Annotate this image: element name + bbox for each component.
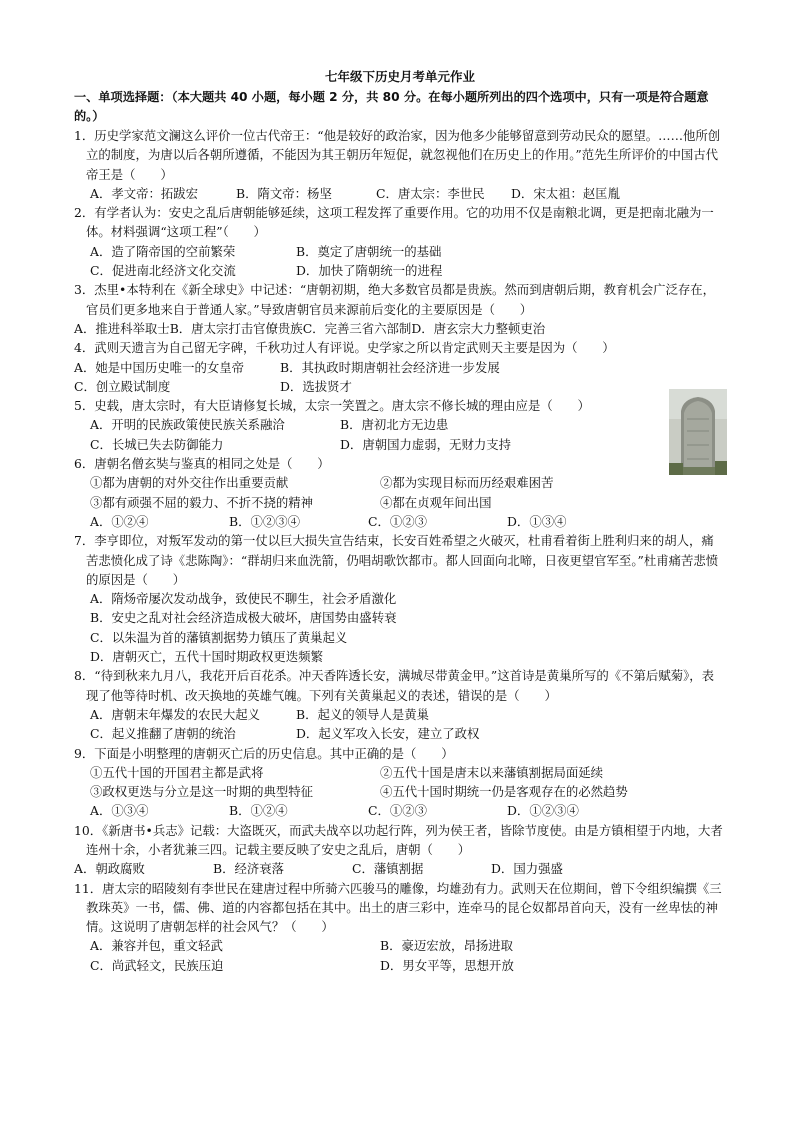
option-d: D．①②③④ [507,803,579,819]
option-d: D．①③④ [507,513,567,529]
option-b: B．经济衰落 [213,861,285,877]
option-c: C．长城已失去防御能力 [90,436,224,452]
question-stem: 2．有学者认为：安史之乱后唐朝能够延续，这项工程发挥了重要作用。它的功用不仅是南粮北调，更是把南北融为一体。材料强调“这项工程”（ ） [74,205,714,240]
option-a: A．造了隋帝国的空前繁荣 [90,243,236,259]
options-row [74,956,726,975]
option-d: D．国力强盛 [491,861,563,877]
option-c: C．起义推翻了唐朝的统治 [90,726,236,742]
option-b: B．唐初北方无边患 [340,417,449,433]
option-b: B．起义的领导人是黄巢 [296,706,430,722]
option-c: C．①②③ [368,513,428,529]
question-stem: 5．史载，唐太宗时，有大臣请修复长城，太宗一笑置之。唐太宗不修长城的理由应是（ ） [74,398,590,414]
statement-2: ②五代十国是唐末以来藩镇割据局面延续 [380,764,604,780]
question-6 [74,454,726,531]
options-row [74,415,666,434]
options-row [74,705,726,724]
option-a: A．她是中国历史唯一的女皇帝 [74,359,245,375]
option-c: C．完善三省六部制 [302,320,412,336]
question-4 [74,338,726,396]
question-9 [74,744,726,821]
options-row [74,435,666,454]
question-stem: 7．李亨即位，对叛军发动的第一仗以巨大损失宣告结束，长安百姓希望之火破灭，杜甫看着街上胜利归来的胡人，痛苦悲愤化成了诗《悲陈陶》：“群胡归来血洗箭，仍唱胡歌饮都市。都人回面向北啼，日夜更望官军至。”杜甫痛苦悲愤的原因是（ ） [74,533,719,587]
option-c: C．唐太宗：李世民 [376,185,485,201]
options-row [74,261,726,280]
options-row [74,724,726,743]
statements-row [74,473,726,492]
option-d: D．唐朝灭亡，五代十国时期政权更迭频繁 [90,649,323,665]
option-d: D．唐玄宗大力整顿吏治 [411,320,546,336]
option-d: D．选拔贤才 [280,378,352,394]
option-d: D．唐朝国力虚弱，无财力支持 [340,436,512,452]
option-b: B．其执政时期唐朝社会经济进一步发展 [280,359,500,375]
option-a: A．开明的民族政策使民族关系融洽 [90,417,285,433]
question-10 [74,821,726,879]
option-d: D．加快了隋朝统一的进程 [296,263,443,279]
question-stem: 4．武则天遗言为自己留无字碑，千秋功过人有评说。史学家之所以肯定武则天主要是因为（ ） [74,340,615,356]
options-row [74,319,726,338]
option-c: C．尚武轻文，民族压迫 [90,957,224,973]
option-c: C．促进南北经济文化交流 [90,263,236,279]
exam-page [74,68,726,975]
option-c: C．创立殿试制度 [74,378,171,394]
option-a: A．朝政腐败 [74,861,145,877]
question-7 [74,531,726,666]
question-stem: 8．“待到秋来九月八，我花开后百花杀。冲天香阵透长安，满城尽带黄金甲。”这首诗是黄巢所写的《不第后赋菊》，表现了他等待时机、改天换地的英雄气魄。下列有关黄巢起义的表述，错误的是（ ） [74,668,715,703]
options-row [74,859,726,878]
option-a: A．①③④ [90,803,149,819]
option-a: A．隋炀帝屡次发动战争，致使民不聊生，社会矛盾激化 [90,591,397,607]
option-a: A．兼容并包，重文轻武 [90,938,223,954]
option-a: A．推进科举取士 [74,320,170,336]
options-row [74,377,666,396]
options-row [74,936,726,955]
question-stem: 6．唐朝名僧玄奘与鉴真的相同之处是（ ） [74,456,330,472]
statements-row [74,493,726,512]
option-b: B．①②③④ [229,513,301,529]
question-3 [74,280,726,338]
wordless-stele-image [669,389,727,475]
statement-3: ③都有顽强不屈的毅力、不折不挠的精神 [90,494,314,510]
options-row [74,801,726,820]
statement-1: ①都为唐朝的对外交往作出重要贡献 [90,475,289,491]
option-c: C．①②③ [368,803,428,819]
question-stem: 10．《新唐书•兵志》记载：大盗既灭，而武夫战卒以功起行阵，列为侯王者，皆除节度使。由是方镇相望于内地，大者连州十余，小者犹兼三四。记载主要反映了安史之乱后，唐朝（ ） [74,822,723,857]
question-stem: 1．历史学家范文澜这么评价一位古代帝王：“他是较好的政治家，因为他多少能够留意到劳动民众的愿望。……他所创立的制度，为唐以后各朝所遵循，不能因为其王朝历年短促，就忽视他们在历史上的作用。”范先生所评价的中国古代帝王是（ ） [74,128,721,182]
statements-row [74,782,726,801]
question-1 [74,126,726,203]
options-row [74,184,726,203]
option-b: B．奠定了唐朝统一的基础 [296,243,442,259]
option-b: B．安史之乱对社会经济造成极大破坏，唐国势由盛转衰 [90,610,397,626]
option-b: B．①②④ [229,803,288,819]
statements-row [74,763,726,782]
statement-1: ①五代十国的开国君主都是武将 [90,764,264,780]
section-header: 一、单项选择题：（本大题共 40 小题，每小题 2 分，共 80 分。在每小题所列出的四个选项中，只有一项是符合题意的。） [74,90,709,123]
statement-2: ②都为实现目标而历经艰难困苦 [380,475,554,491]
question-2 [74,203,726,280]
options-row [74,512,726,531]
question-8 [74,666,726,743]
option-c: C．以朱温为首的藩镇割据势力镇压了黄巢起义 [90,629,348,645]
statement-4: ④五代十国时期统一仍是客观存在的必然趋势 [380,784,628,800]
option-b: B．唐太宗打击官僚贵族 [169,320,303,336]
statement-3: ③政权更迭与分立是这一时期的典型特征 [90,784,314,800]
options-row [74,358,666,377]
option-a: A．唐朝末年爆发的农民大起义 [90,706,261,722]
option-c: C．藩镇割据 [352,861,424,877]
question-stem: 11．唐太宗的昭陵刻有李世民在建唐过程中所骑六匹骏马的雕像，均雄劲有力。武则天在位期间，曾下令组织编撰《三教珠英》一书，儒、佛、道的内容都包括在其中。出土的唐三彩中，连牵马的昆仑奴都昂首向天，没有一丝卑怯的神情。这说明了唐朝怎样的社会风气？（ ） [74,880,722,935]
question-5 [74,396,726,454]
options-row [74,242,726,261]
question-stem: 3．杰里•本特利在《新全球史》中记述：“唐朝初期，绝大多数官员都是贵族。然而到唐朝后期，教育机会广泛存在，官员们更多地来自于普通人家。”导致唐朝官员来源前后变化的主要原因是（ ） [74,282,716,317]
question-stem: 9．下面是小明整理的唐朝灭亡后的历史信息。其中正确的是（ ） [74,745,454,761]
statement-4: ④都在贞观年间出国 [380,494,492,510]
option-b: B．隋文帝：杨坚 [236,185,332,201]
option-b: B．豪迈宏放，昂扬进取 [380,938,514,954]
question-11 [74,879,726,975]
option-d: D．男女平等，思想开放 [380,957,514,973]
option-a: A．①②④ [90,513,149,529]
page-title: 七年级下历史月考单元作业 [324,69,475,84]
option-d: D．起义军攻入长安，建立了政权 [296,726,480,742]
option-d: D．宋太祖：赵匡胤 [511,185,621,201]
option-a: A．孝文帝：拓跋宏 [90,185,199,201]
